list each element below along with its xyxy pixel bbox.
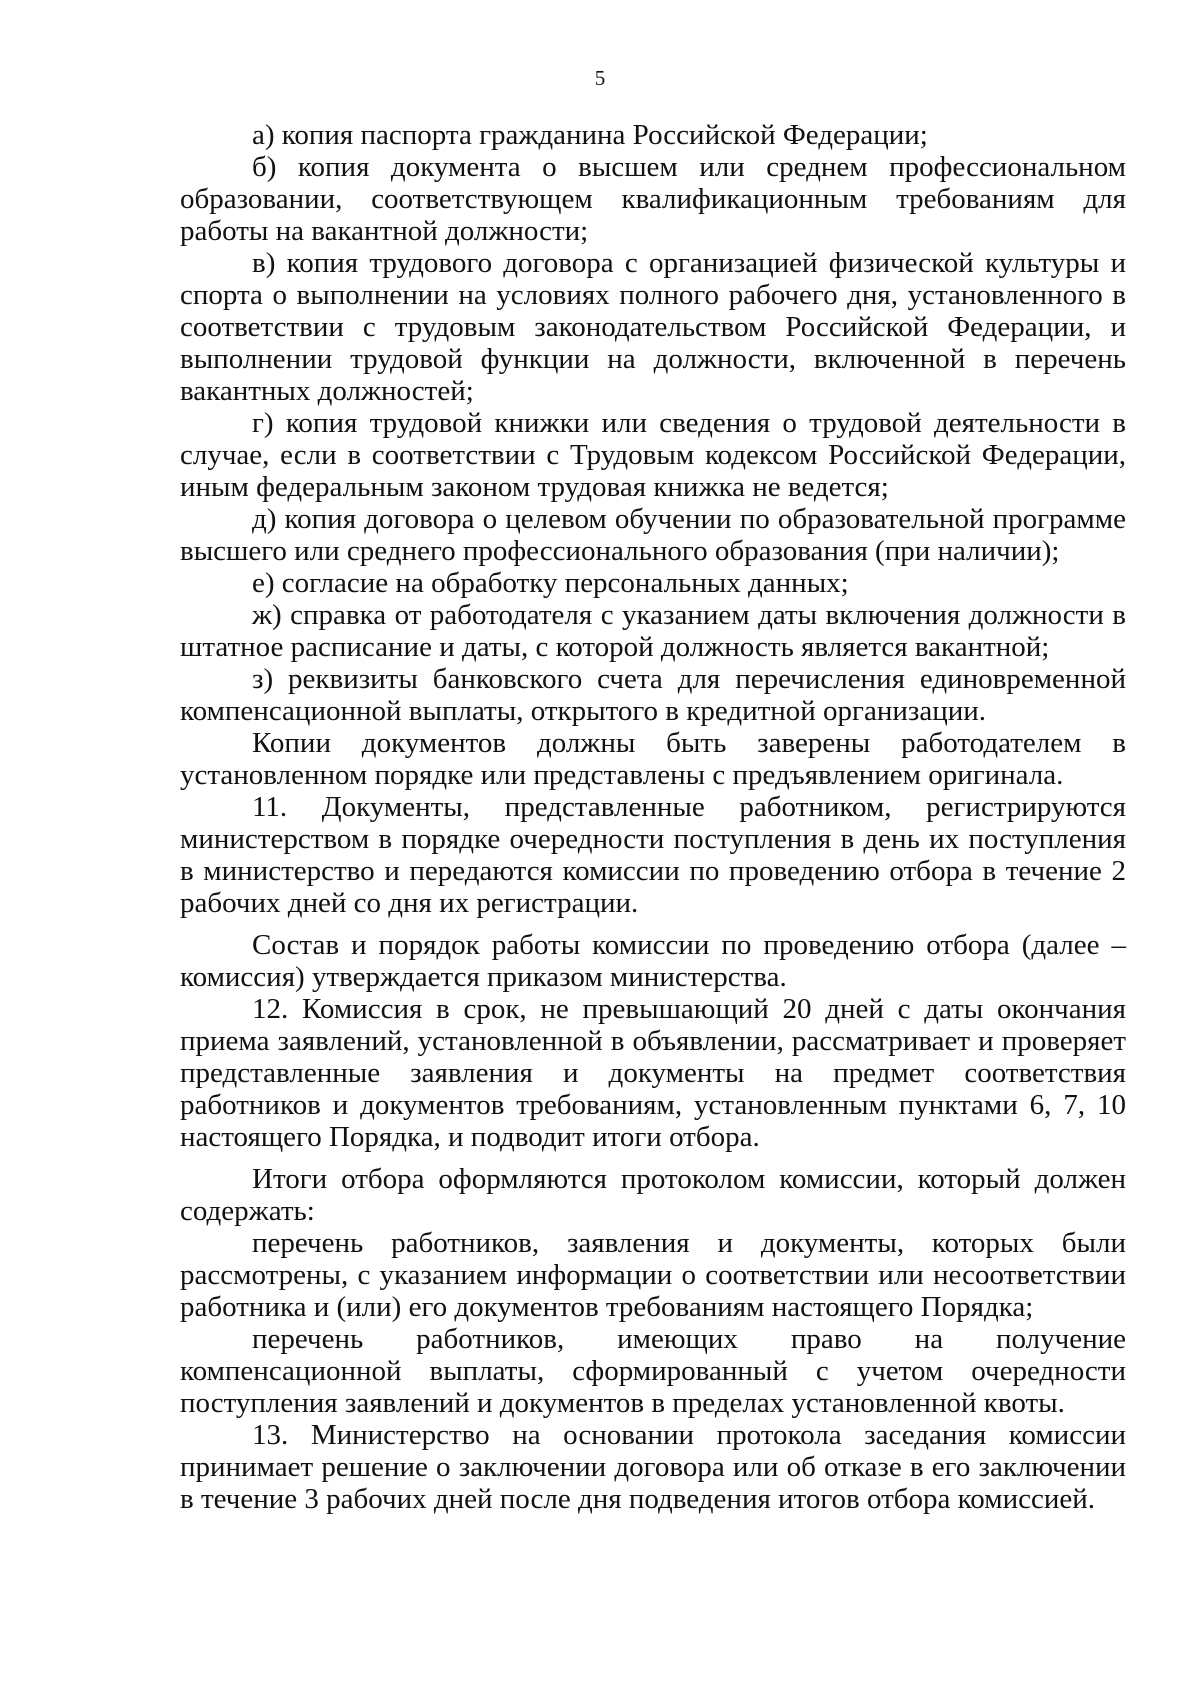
paragraph-copies-note: Копии документов должны быть заверены работодателем в установленном порядке или представлены с предъявлением оригинала.: [180, 727, 1126, 791]
page-number: 5: [594, 66, 606, 90]
paragraph-clause-13: 13. Министерство на основании протокола заседания комиссии принимает решение о заключении договора или об отказе в его заключении в течение 3 рабочих дней после дня подведения итогов отбора комиссией.: [180, 1419, 1126, 1515]
paragraph-clause-12: 12. Комиссия в срок, не превышающий 20 дней с даты окончания приема заявлений, установленной в объявлении, рассматривает и проверяет представленные заявления и документы на предмет соответствия работников и документов требованиям, установленным пунктами 6, 7, 10 настоящего Порядка, и подводит итоги отбора.: [180, 993, 1126, 1153]
paragraph-item-a: а) копия паспорта гражданина Российской Федерации;: [252, 119, 928, 151]
paragraph-item-v: в) копия трудового договора с организацией физической культуры и спорта о выполнении на условиях полного рабочего дня, установленного в соответствии с трудовым законодательством Российской Федерации, и выполнении трудовой функции на должности, включенной в перечень вакантных должностей;: [180, 247, 1126, 407]
paragraph-item-d: д) копия договора о целевом обучении по образовательной программе высшего или среднего профессионального образования (при наличии);: [180, 503, 1126, 567]
paragraph-item-e: е) согласие на обработку персональных данных;: [252, 567, 849, 599]
paragraph-item-b: б) копия документа о высшем или среднем профессиональном образовании, соответствующем квалификационным требованиям для работы на вакантной должности;: [180, 151, 1126, 247]
paragraph-commission-composition: Состав и порядок работы комиссии по проведению отбора (далее – комиссия) утверждается приказом министерства.: [180, 929, 1126, 993]
document-body: [180, 119, 1126, 1515]
paragraph-item-z: з) реквизиты банковского счета для перечисления единовременной компенсационной выплаты, открытого в кредитной организации.: [180, 663, 1126, 727]
paragraph-list-eligible: перечень работников, имеющих право на получение компенсационной выплаты, сформированный с учетом очередности поступления заявлений и документов в пределах установленной квоты.: [180, 1323, 1126, 1419]
paragraph-clause-11: 11. Документы, представленные работником, регистрируются министерством в порядке очередности поступления в день их поступления в министерство и передаются комиссии по проведению отбора в течение 2 рабочих дней со дня их регистрации.: [180, 791, 1126, 919]
paragraph-item-zh: ж) справка от работодателя с указанием даты включения должности в штатное расписание и даты, с которой должность является вакантной;: [180, 599, 1126, 663]
paragraph-item-g: г) копия трудовой книжки или сведения о трудовой деятельности в случае, если в соответствии с Трудовым кодексом Российской Федерации, иным федеральным законом трудовая книжка не ведется;: [180, 407, 1126, 503]
paragraph-list-reviewed: перечень работников, заявления и документы, которых были рассмотрены, с указанием информации о соответствии или несоответствии работника и (или) его документов требованиям настоящего Порядка;: [180, 1227, 1126, 1323]
paragraph-results: Итоги отбора оформляются протоколом комиссии, который должен содержать:: [180, 1163, 1126, 1227]
